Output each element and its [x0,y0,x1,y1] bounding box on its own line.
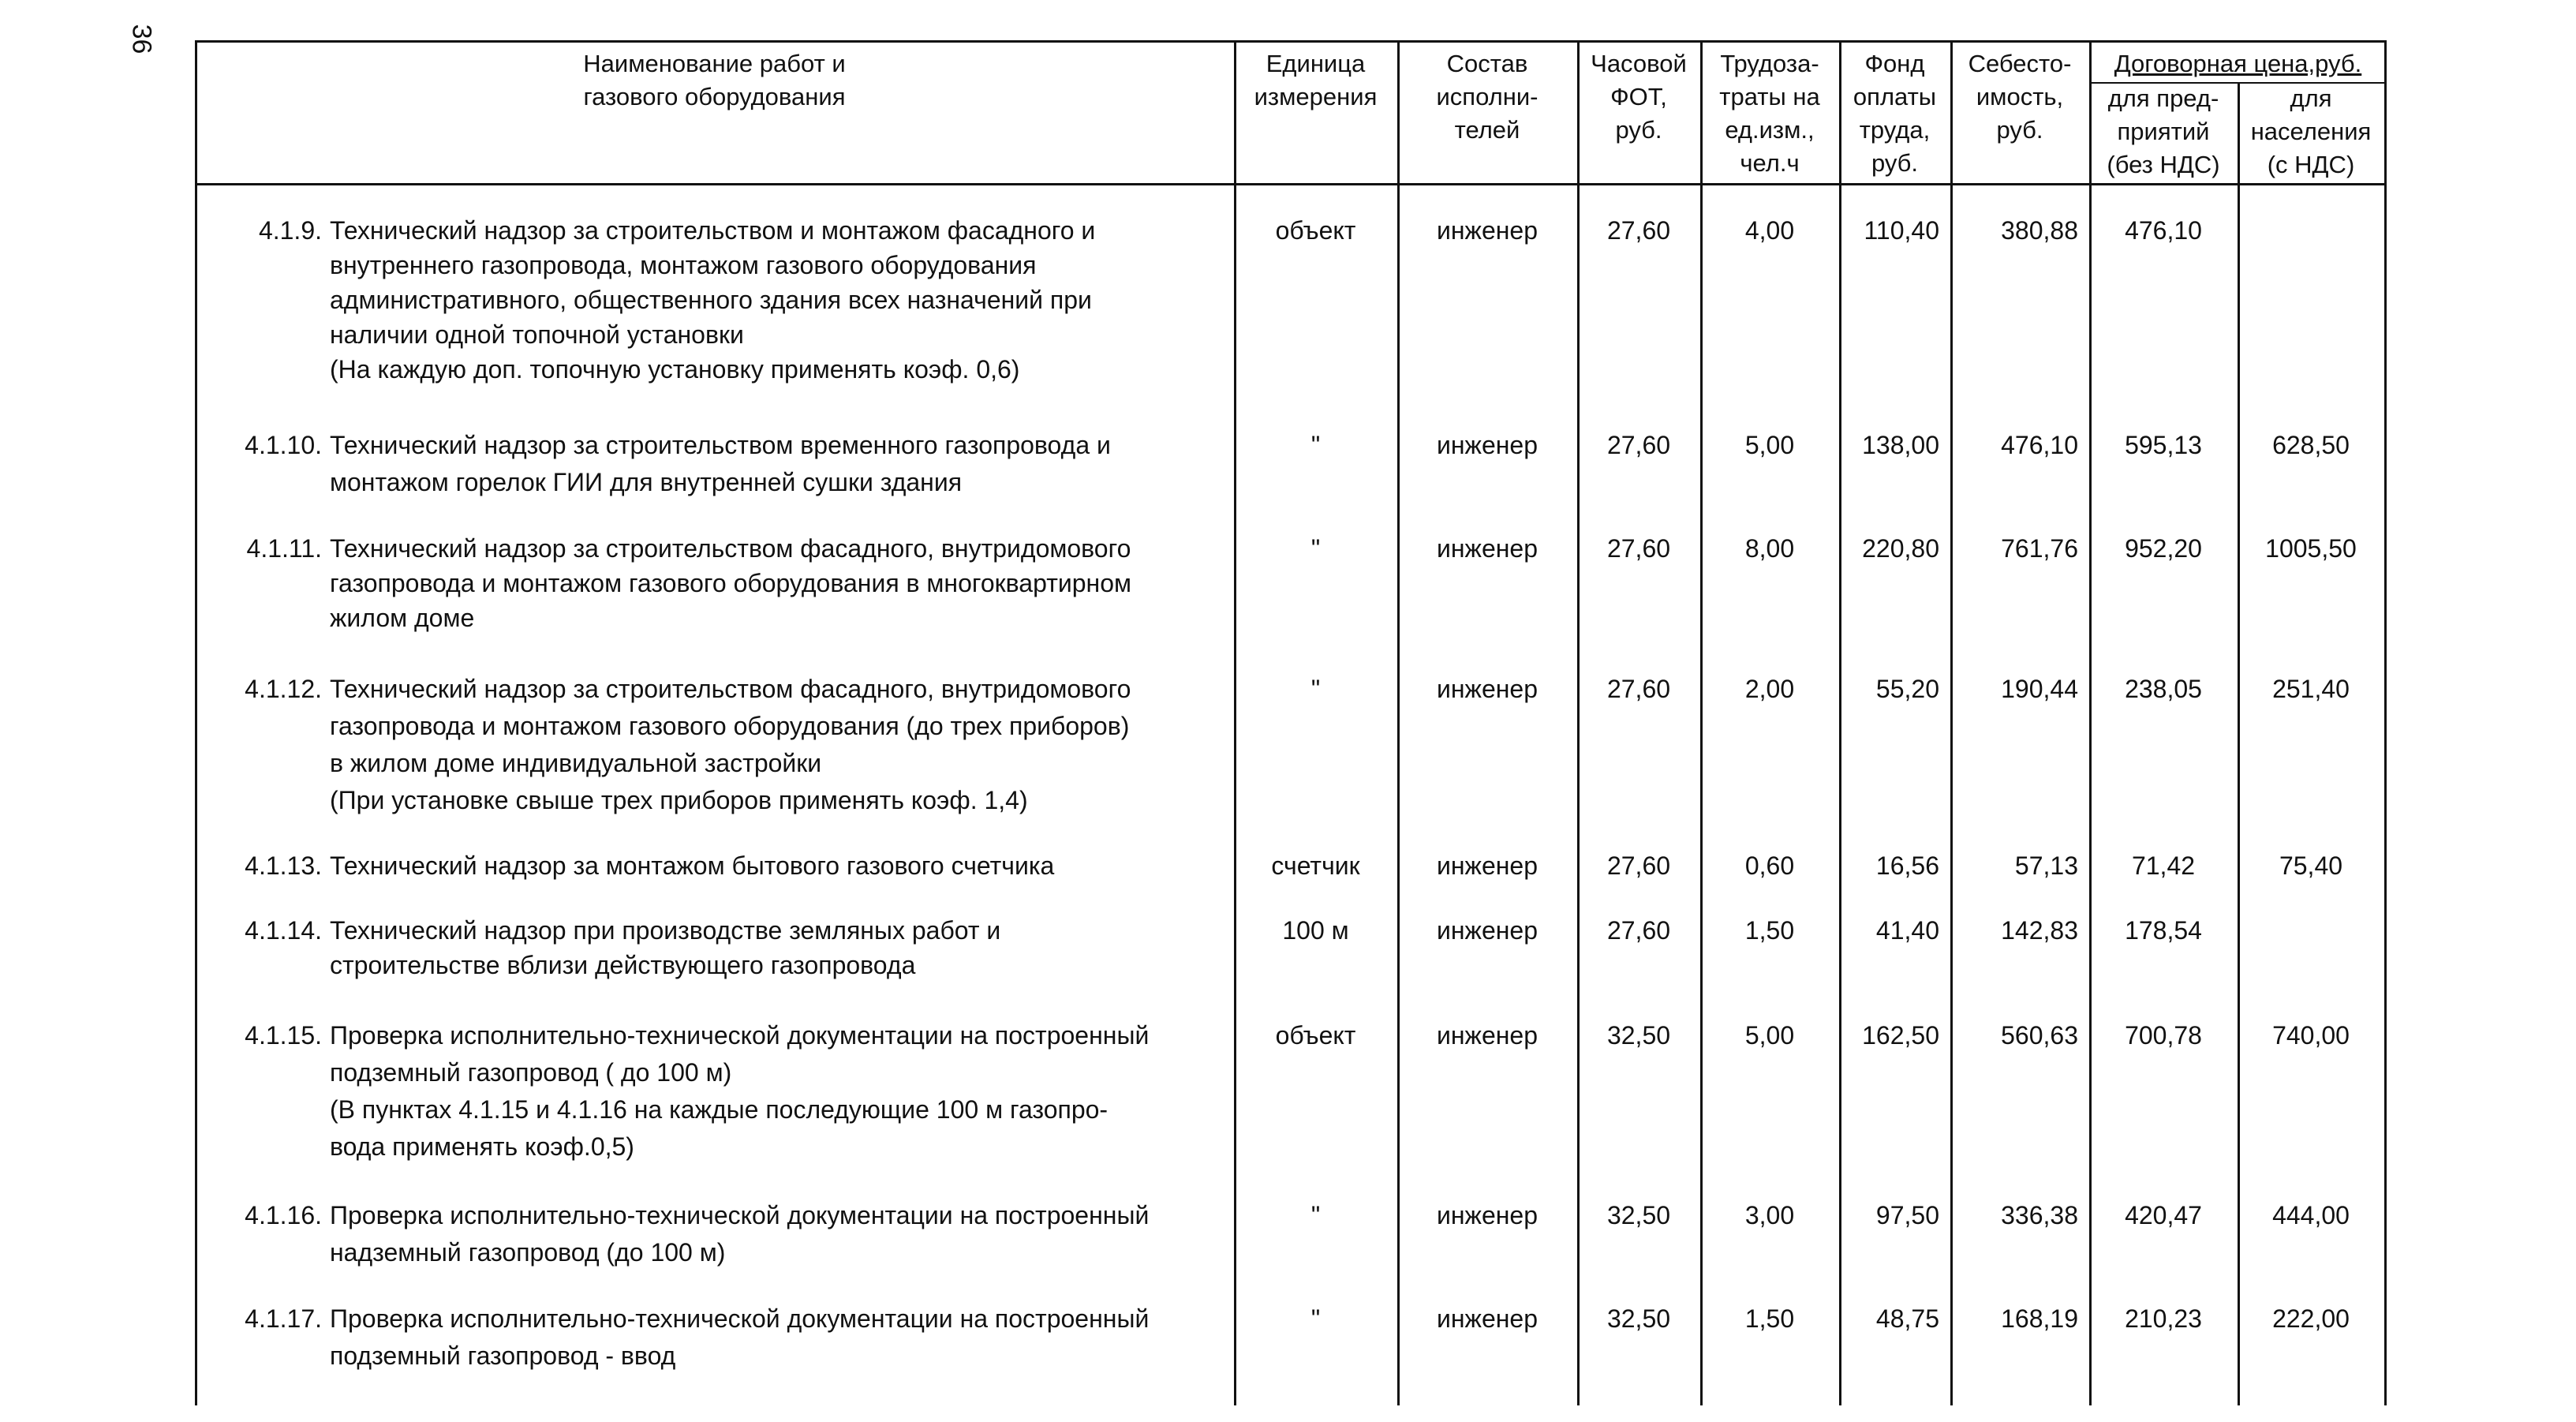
cell-fund: 55,20 [1875,675,1939,703]
description-line: наличии одной топочной установки [330,320,744,349]
cell-cost: 761,76 [2001,534,2078,563]
description-line: Технический надзор за строительством фасадного, внутридомового [330,534,1131,563]
cell-price-ent: 420,47 [2125,1201,2202,1229]
item-number: 4.1.17. [245,1304,322,1333]
cell-labor: 5,00 [1744,1021,1795,1050]
header-staff [1397,47,1577,147]
cell-hourly: 27,60 [1606,216,1671,245]
description-line: Проверка исполнительно-технической документации на построенный [330,1201,1150,1229]
cell-fund: 162,50 [1862,1021,1939,1050]
cell-fund: 220,80 [1862,534,1939,563]
description-line: в жилом доме индивидуальной застройки [330,749,822,777]
cell-price-pop: 251,40 [2272,675,2350,703]
header-line: Себесто- [1968,50,2072,77]
cell-price-ent: 71,42 [2131,851,2196,880]
item-description [330,1018,1229,1164]
cell-unit: " [1310,534,1321,563]
cell-price-pop: 222,00 [2272,1304,2350,1333]
description-line: Технический надзор за монтажом бытового газового счетчика [330,851,1055,880]
table-top-border [195,40,2387,43]
header-price-group: Договорная цена,руб. [2114,50,2362,77]
cell-price-ent: 210,23 [2125,1304,2202,1333]
column-divider [195,40,197,1405]
cell-unit: объект [1275,216,1356,245]
description-line: газопровода и монтажом газового оборудования в многоквартирном [330,569,1131,597]
header-line: Единица [1266,50,1366,77]
header-line: имость, [1976,83,2064,110]
description-line: Технический надзор за строительством фасадного, внутридомового [330,675,1131,703]
cell-cost: 190,44 [2001,675,2078,703]
cell-price-pop: 628,50 [2272,431,2350,459]
cell-labor: 1,50 [1744,916,1795,945]
cell-labor: 5,00 [1744,431,1795,459]
cell-cost: 168,19 [2001,1304,2078,1333]
cell-staff: инженер [1436,431,1538,459]
cell-unit: " [1310,675,1321,703]
cell-price-ent: 595,13 [2125,431,2202,459]
header-line: Состав [1446,50,1528,77]
cell-price-pop: 1005,50 [2265,534,2357,563]
item-number: 4.1.15. [245,1021,322,1050]
item-number: 4.1.14. [245,916,322,945]
item-description [330,913,1229,982]
item-number: 4.1.11. [246,534,322,563]
item-number: 4.1.12. [245,675,322,703]
cell-staff: инженер [1436,851,1538,880]
cell-hourly: 27,60 [1606,534,1671,563]
description-line: Технический надзор за строительством временного газопровода и [330,431,1111,459]
item-number: 4.1.16. [245,1201,322,1229]
header-line: телей [1454,116,1520,144]
item-description [330,531,1229,635]
cell-unit: " [1310,1201,1321,1229]
description-line: вода применять коэф.0,5) [330,1132,634,1161]
item-description [330,848,1229,883]
description-line: Технический надзор за строительством и монтажом фасадного и [330,216,1096,245]
cell-hourly: 27,60 [1606,916,1671,945]
header-line: Наименование работ и [583,50,846,77]
cell-hourly: 32,50 [1606,1201,1671,1229]
header-line: газового оборудования [583,83,846,110]
cell-hourly: 27,60 [1606,675,1671,703]
cell-price-pop: 75,40 [2279,851,2343,880]
description-line: Проверка исполнительно-технической документации на построенный [330,1021,1150,1050]
header-line: ФОТ, [1610,83,1667,110]
cell-staff: инженер [1436,1021,1538,1050]
cell-labor: 0,60 [1744,851,1795,880]
cell-hourly: 27,60 [1606,851,1671,880]
cell-cost: 142,83 [2001,916,2078,945]
header-fund [1839,47,1950,180]
cell-labor: 1,50 [1744,1304,1795,1333]
description-line: подземный газопровод ( до 100 м) [330,1058,732,1087]
cell-price-ent: 238,05 [2125,675,2202,703]
description-line: надземный газопровод (до 100 м) [330,1238,726,1267]
cell-staff: инженер [1436,1201,1538,1229]
header-line: (без НДС) [2107,151,2220,178]
cell-staff: инженер [1436,216,1538,245]
cell-unit: счетчик [1271,851,1360,880]
cell-price-ent: 476,10 [2125,216,2202,245]
description-line: (На каждую доп. топочную установку применять коэф. 0,6) [330,355,1020,384]
header-bottom-border [195,183,2387,185]
cell-price-ent: 700,78 [2125,1021,2202,1050]
header-line: для пред- [2107,84,2219,112]
header-line: Фонд [1864,50,1925,77]
header-line: ед.изм., [1725,116,1815,144]
item-description [330,213,1229,387]
header-line: для [2290,84,2332,112]
cell-unit: " [1310,1304,1321,1333]
cell-fund: 110,40 [1864,216,1939,245]
column-divider [2384,40,2387,1405]
cell-staff: инженер [1436,1304,1538,1333]
description-line: подземный газопровод - ввод [330,1342,676,1370]
page-number: 36 [126,24,157,54]
cell-hourly: 32,50 [1606,1021,1671,1050]
cell-labor: 4,00 [1744,216,1795,245]
item-description [330,1301,1229,1373]
cell-price-ent: 952,20 [2125,534,2202,563]
description-line: внутреннего газопровода, монтажом газового оборудования [330,251,1037,279]
cell-fund: 41,40 [1875,916,1939,945]
cell-price-ent: 178,54 [2125,916,2202,945]
header-price-ent [2089,82,2238,181]
cell-cost: 336,38 [2001,1201,2078,1229]
header-line: Трудоза- [1720,50,1819,77]
item-description [330,428,1229,500]
description-line: монтажом горелок ГИИ для внутренней сушки здания [330,468,963,496]
header-line: труда, [1859,116,1931,144]
header-line: чел.ч [1740,149,1800,177]
header-line: оплаты [1853,83,1937,110]
cell-labor: 8,00 [1744,534,1795,563]
header-line: приятий [2117,118,2210,145]
cell-price-pop: 444,00 [2272,1201,2350,1229]
header-price-pop [2238,82,2384,181]
cell-cost: 476,10 [2001,431,2078,459]
item-number: 4.1.10. [245,431,322,459]
cell-fund: 16,56 [1875,851,1939,880]
header-line: траты на [1719,83,1820,110]
description-line: газопровода и монтажом газового оборудования (до трех приборов) [330,712,1130,740]
cell-cost: 560,63 [2001,1021,2078,1050]
header-line: измерения [1254,83,1378,110]
header-hourly [1577,47,1700,147]
cell-labor: 3,00 [1744,1201,1795,1229]
cell-hourly: 32,50 [1606,1304,1671,1333]
cell-unit: объект [1275,1021,1356,1050]
header-line: (с НДС) [2267,151,2355,178]
cell-hourly: 27,60 [1606,431,1671,459]
header-line: населения [2250,118,2372,145]
cell-cost: 380,88 [2001,216,2078,245]
header-name [195,47,1234,114]
cell-unit: 100 м [1282,916,1349,945]
header-line: исполни- [1436,83,1538,110]
description-line: (В пунктах 4.1.15 и 4.1.16 на каждые последующие 100 м газопро- [330,1095,1109,1124]
description-line: Технический надзор при производстве земляных работ и [330,916,1001,945]
cell-fund: 97,50 [1875,1201,1939,1229]
cell-unit: " [1310,431,1321,459]
item-number: 4.1.9. [258,216,322,245]
cell-labor: 2,00 [1744,675,1795,703]
header-cost [1950,47,2089,147]
header-line: Часовой [1591,50,1687,77]
description-line: Проверка исполнительно-технической документации на построенный [330,1304,1150,1333]
description-line: жилом доме [330,604,475,632]
header-line: руб. [1871,149,1919,177]
description-line: административного, общественного здания всех назначений при [330,286,1092,314]
description-line: строительстве вблизи действующего газопровода [330,951,916,979]
header-labor [1700,47,1839,180]
item-number: 4.1.13. [245,851,322,880]
cell-staff: инженер [1436,916,1538,945]
cell-staff: инженер [1436,534,1538,563]
cell-fund: 48,75 [1875,1304,1939,1333]
cell-price-pop: 740,00 [2272,1021,2350,1050]
header-unit [1234,47,1397,114]
header-line: руб. [1615,116,1662,144]
cell-fund: 138,00 [1862,431,1939,459]
item-description [330,1198,1229,1270]
item-description [330,672,1229,818]
cell-cost: 57,13 [2014,851,2078,880]
description-line: (При установке свыше трех приборов применять коэф. 1,4) [330,786,1028,814]
header-line: руб. [1996,116,2043,144]
cell-staff: инженер [1436,675,1538,703]
